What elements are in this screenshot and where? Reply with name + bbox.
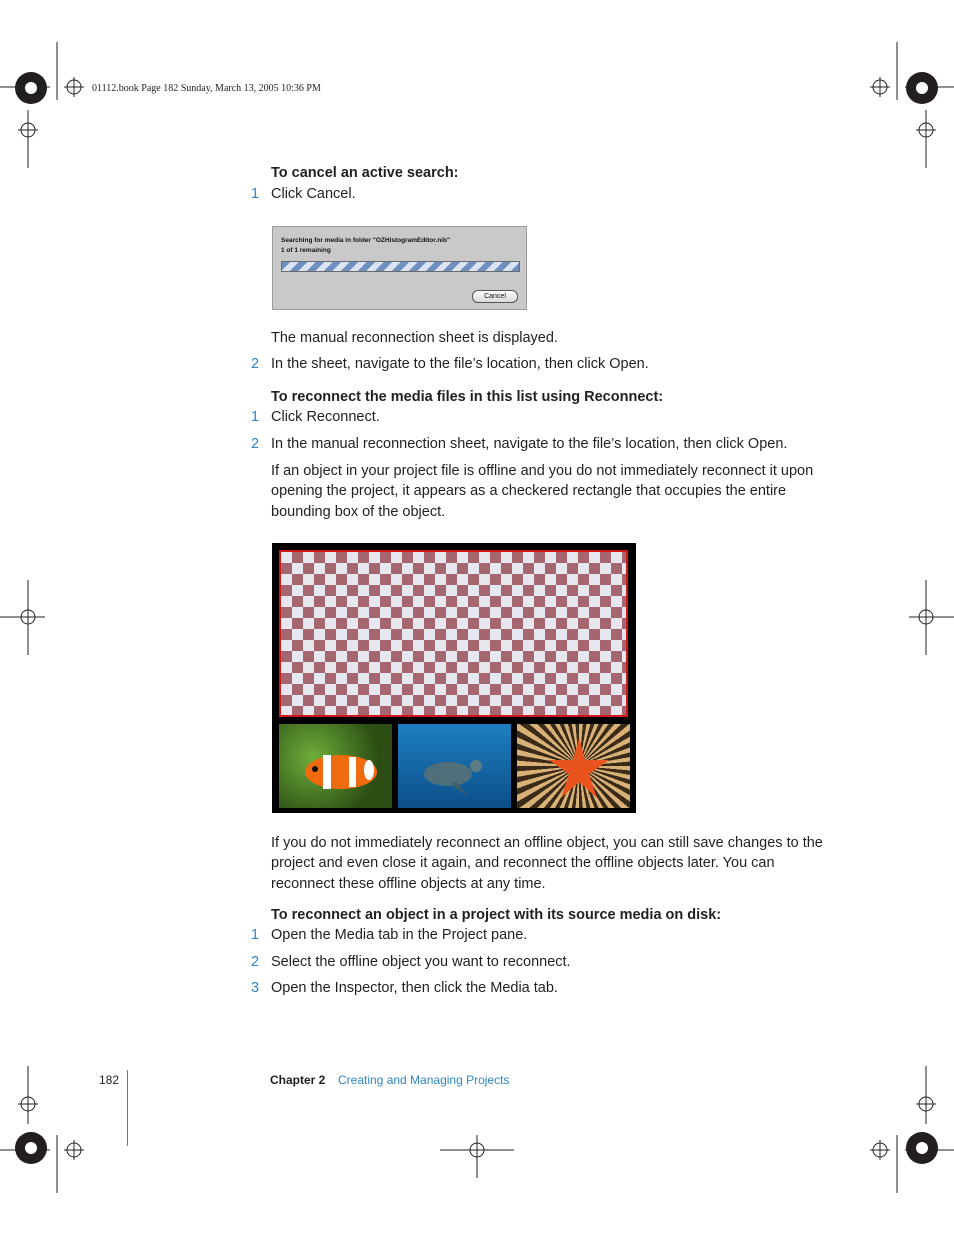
paragraph: The manual reconnection sheet is displayed.: [271, 330, 558, 346]
clownfish-thumbnail: [279, 724, 392, 808]
section-heading-cancel-search: To cancel an active search:: [271, 165, 459, 181]
book-info-slug: 01112.book Page 182 Sunday, March 13, 2005 10:36 PM: [92, 83, 321, 94]
step-number: 1: [251, 927, 260, 943]
step-number: 1: [251, 409, 260, 425]
progress-bar: [281, 261, 520, 272]
step-number: 3: [251, 980, 260, 996]
step-text: In the sheet, navigate to the file’s location, then click Open.: [271, 356, 649, 372]
step-text: In the manual reconnection sheet, navigate to the file’s location, then click Open.: [271, 436, 788, 452]
step-text: Open the Media tab in the Project pane.: [271, 927, 528, 943]
step-number: 1: [251, 186, 260, 202]
dialog-message-line1: Searching for media in folder "OZHistogramEditor.nib": [281, 237, 451, 244]
step-number: 2: [251, 356, 260, 372]
starfish-thumbnail: [517, 724, 630, 808]
section-heading-reconnect-list: To reconnect the media files in this list using Reconnect:: [271, 389, 664, 405]
step-text: Click Cancel.: [271, 186, 356, 202]
offline-checkered-rectangle: [279, 550, 628, 717]
footer-chapter-label: Chapter 2: [270, 1073, 326, 1087]
step-text: Click Reconnect.: [271, 409, 380, 425]
step-number: 2: [251, 436, 260, 452]
offline-object-canvas-screenshot: [272, 543, 636, 813]
search-progress-dialog-screenshot: [272, 226, 527, 310]
footer-chapter-title: Creating and Managing Projects: [338, 1073, 510, 1087]
paragraph: If you do not immediately reconnect an offline object, you can still save changes to the project and even close it again, and reconnect the offline objects later. You can reconnect these offline objects at any time.: [271, 835, 823, 892]
paragraph: If an object in your project file is offline and you do not immediately reconnect it upon opening the project, it appears as a checkered rectangle that occupies the entire bounding box of the object.: [271, 463, 814, 520]
sea-turtle-thumbnail: [398, 724, 511, 808]
cancel-button: Cancel: [472, 290, 518, 303]
step-text: Open the Inspector, then click the Media tab.: [271, 980, 558, 996]
section-heading-reconnect-object: To reconnect an object in a project with its source media on disk:: [271, 907, 722, 923]
dialog-message-line2: 1 of 1 remaining: [281, 247, 331, 254]
page-number: 182: [99, 1073, 120, 1087]
footer-rule: [127, 1070, 128, 1146]
step-number: 2: [251, 954, 260, 970]
step-text: Select the offline object you want to reconnect.: [271, 954, 571, 970]
